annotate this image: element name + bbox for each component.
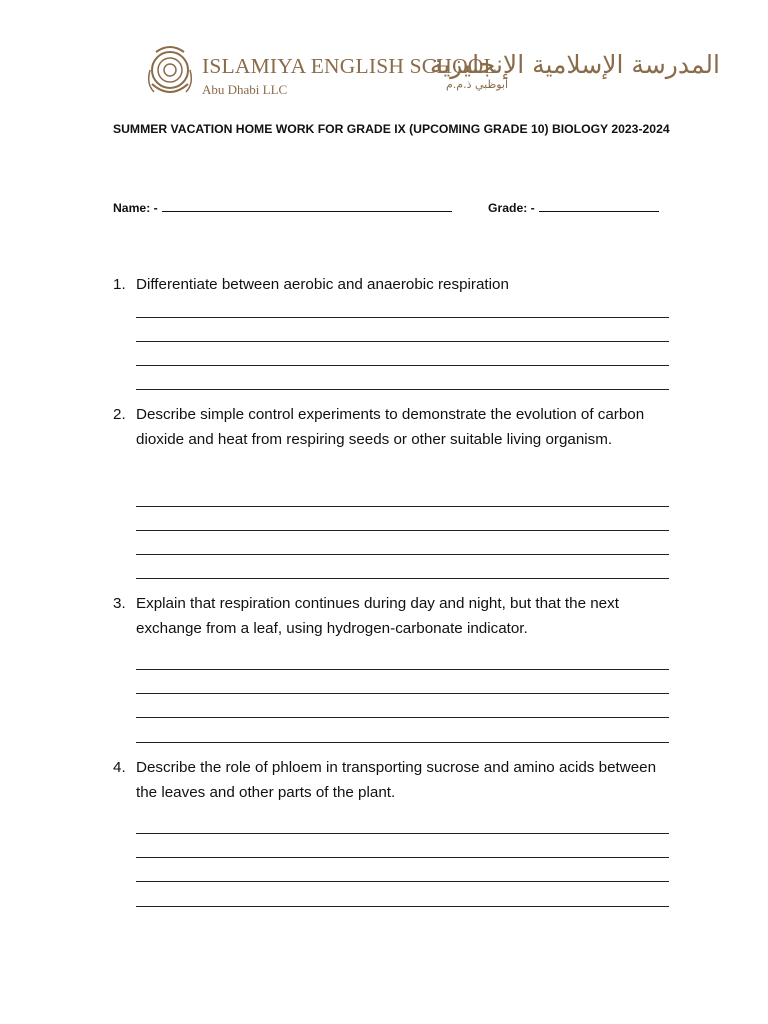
answer-line[interactable]	[136, 906, 669, 907]
question-number: 2.	[113, 406, 126, 423]
answer-line[interactable]	[136, 742, 669, 743]
question-number: 3.	[113, 595, 126, 612]
grade-field[interactable]	[488, 199, 659, 215]
answer-line[interactable]	[136, 389, 669, 390]
answer-line[interactable]	[136, 341, 669, 342]
school-crest-icon	[146, 44, 194, 100]
answer-line[interactable]	[136, 833, 669, 834]
question-4	[113, 756, 673, 805]
name-label: Name: -	[113, 201, 158, 215]
question-text: Explain that respiration continues during day and night, but that the next exchange from a leaf, using hydrogen-carbonate indicator.	[136, 595, 619, 637]
answer-line[interactable]	[136, 669, 669, 670]
question-number: 4.	[113, 759, 126, 776]
answer-line[interactable]	[136, 554, 669, 555]
name-field[interactable]	[113, 199, 452, 215]
school-location-ar: أبوظبي ذ.م.م	[446, 78, 509, 91]
school-name-ar: المدرسة الإسلامية الإنجليزية	[429, 50, 720, 79]
grade-blank[interactable]	[539, 199, 659, 212]
question-1	[113, 273, 673, 298]
question-2	[113, 403, 673, 452]
answer-line[interactable]	[136, 717, 669, 718]
name-blank[interactable]	[162, 199, 452, 212]
grade-label: Grade: -	[488, 201, 535, 215]
school-location-en: Abu Dhabi LLC	[202, 82, 288, 97]
answer-line[interactable]	[136, 693, 669, 694]
question-number: 1.	[113, 276, 126, 293]
page-title: SUMMER VACATION HOME WORK FOR GRADE IX (UPCOMING GRADE 10) BIOLOGY 2023-2024	[113, 122, 670, 136]
answer-line[interactable]	[136, 578, 669, 579]
question-text: Describe the role of phloem in transporting sucrose and amino acids between the leaves and other parts of the plant.	[136, 759, 657, 801]
answer-line[interactable]	[136, 857, 669, 858]
answer-line[interactable]	[136, 506, 669, 507]
question-text: Describe simple control experiments to demonstrate the evolution of carbon dioxide and heat from respiring seeds or other suitable living organism.	[136, 406, 645, 448]
question-3	[113, 592, 673, 641]
answer-line[interactable]	[136, 365, 669, 366]
question-text: Differentiate between aerobic and anaerobic respiration	[136, 276, 509, 293]
school-header	[146, 44, 721, 104]
answer-line[interactable]	[136, 881, 669, 882]
answer-line[interactable]	[136, 317, 669, 318]
answer-line[interactable]	[136, 530, 669, 531]
school-name-en: ISLAMIYA ENGLISH SCHOOL	[202, 54, 497, 78]
